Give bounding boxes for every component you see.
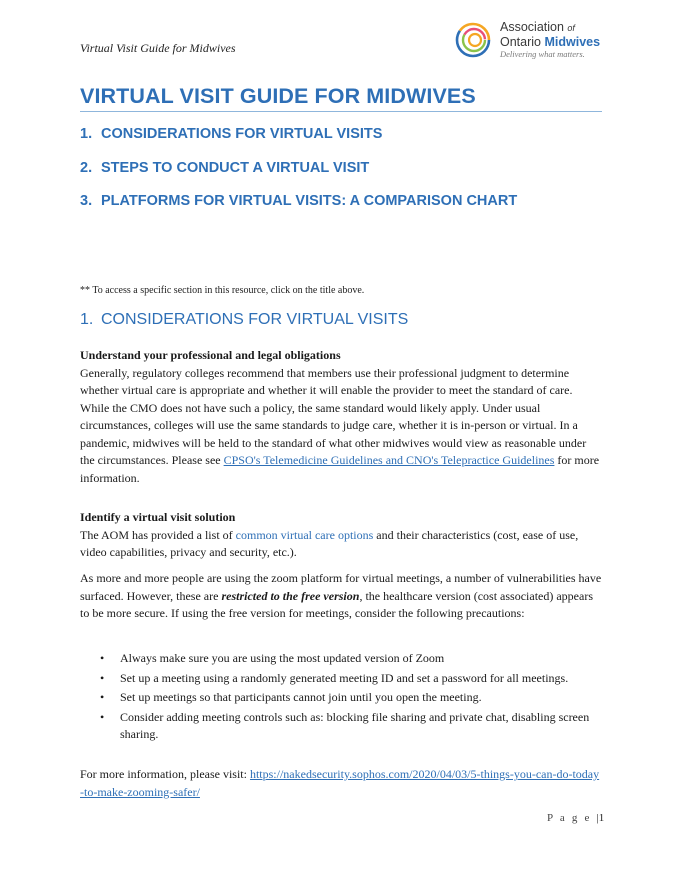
more-info-paragraph (80, 766, 602, 801)
logo-line1-of: of (567, 23, 575, 33)
list-item: • Set up a meeting using a randomly generated meeting ID and set a password for all meetings. (100, 670, 600, 688)
logo-tagline: Delivering what matters. (500, 49, 585, 59)
section-heading-text: CONSIDERATIONS FOR VIRTUAL VISITS (101, 311, 409, 328)
toc-label: PLATFORMS FOR VIRTUAL VISITS: A COMPARISON CHART (101, 193, 518, 209)
solution-block (80, 509, 602, 562)
aom-logo (454, 20, 614, 62)
page-title: VIRTUAL VISIT GUIDE FOR MIDWIVES (80, 84, 476, 108)
obligations-tail: for more information. (80, 453, 600, 485)
section-num: 1. (80, 311, 94, 328)
list-item: • Set up meetings so that participants cannot join until you open the meeting. (100, 689, 600, 707)
logo-rings-icon (454, 20, 494, 60)
logo-line2a: Ontario (500, 35, 541, 49)
toc-num: 1. (80, 126, 93, 142)
bullet-icon: • (100, 690, 105, 704)
bullet-icon: • (100, 709, 105, 724)
logo-line1: Association (500, 20, 564, 34)
section-heading-considerations (80, 311, 408, 329)
sophos-article-link[interactable]: https://nakedsecurity.sophos.com/2020/04/03/5-things-you-can-do-today-to-make-zooming-safer/ (80, 767, 600, 799)
page-number: 1 (598, 812, 605, 824)
cpso-cno-guidelines-link[interactable]: CPSO's Telemedicine Guidelines and CNO's Telepractice Guidelines (223, 453, 555, 467)
more-info-text: For more information, please visit: (80, 767, 247, 781)
zoom-paragraph (80, 570, 602, 623)
obligations-heading: Understand your professional and legal obligations (80, 348, 341, 362)
page-word: P a g e (547, 812, 592, 824)
toc-label: STEPS TO CONDUCT A VIRTUAL VISIT (101, 160, 370, 176)
toc-num: 2. (80, 160, 93, 176)
toc-item-considerations[interactable] (80, 126, 382, 142)
list-item: • Consider adding meeting controls such as: blocking file sharing and private chat, disabling screen sharing. (100, 709, 590, 741)
footer-separator: | (596, 812, 599, 824)
obligations-text: Generally, regulatory colleges recommend that members use their professional judgment to determine whether virtual care is appropriate and whether it will enable the provider to meet the standard of care. While the CMO does not have such a policy, the same standard would likely apply. Under usual circumstances, colleges will use the same standards to judge care, whether it is in-person or virtual. In a pandemic, midwives will be held to the standard of what other midwives would view as reasonable under the circumstances. Please see (80, 365, 587, 467)
title-divider (80, 111, 602, 112)
page-footer (547, 812, 604, 824)
toc-item-platforms[interactable] (80, 193, 517, 209)
toc-num: 3. (80, 193, 93, 209)
solution-heading: Identify a virtual visit solution (80, 510, 236, 524)
navigation-note: ** To access a specific section in this resource, click on the title above. (80, 285, 365, 296)
running-header: Virtual Visit Guide for Midwives (80, 41, 236, 55)
zoom-precautions-list (100, 650, 600, 746)
solution-text-post: and their characteristics (cost, ease of use, video capabilities, privacy and security, etc.). (80, 527, 579, 559)
bullet-icon: • (100, 670, 105, 685)
toc-item-steps[interactable] (80, 160, 369, 176)
zoom-text-pre: As more and more people are using the zoom platform for virtual meetings, a number of vulnerabilities have surfaced. However, these are (80, 571, 602, 603)
zoom-text-post: , the healthcare version (cost associated) appears to be more secure. If using the free version for meetings, consider the following precautions: (80, 588, 593, 620)
virtual-care-options-link[interactable]: common virtual care options (235, 527, 374, 542)
toc-label: CONSIDERATIONS FOR VIRTUAL VISITS (101, 126, 383, 142)
zoom-text-emphasis: restricted to the free version (221, 588, 360, 603)
list-item: • Always make sure you are using the most updated version of Zoom (100, 650, 600, 668)
bullet-icon: • (100, 651, 105, 665)
solution-text-pre: The AOM has provided a list of (80, 527, 233, 542)
obligations-block (80, 347, 602, 487)
logo-line2b: Midwives (544, 35, 601, 49)
